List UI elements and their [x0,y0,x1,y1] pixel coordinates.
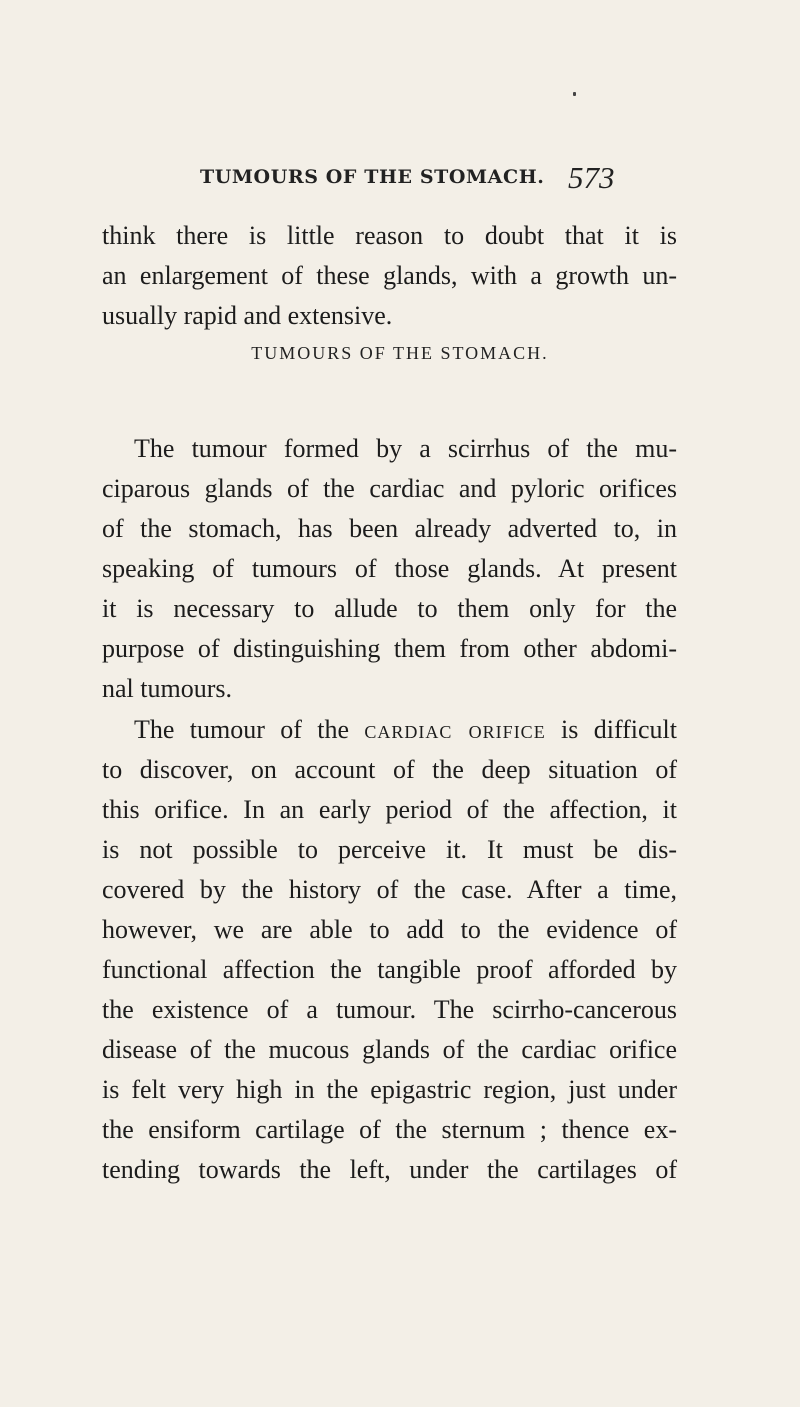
text-line: ciparous glands of the cardiac and pyloric orifices [102,474,677,503]
text-line: covered by the history of the case. After a time, [102,875,677,904]
section-heading: TUMOURS OF THE STOMACH. [251,343,549,363]
text-line: is not possible to perceive it. It must be dis- [102,835,677,864]
running-head: TUMOURS OF THE STOMACH. [200,166,545,188]
text-line: of the stomach, has been already adverted to, in [102,514,677,543]
text-line: to discover, on account of the deep situation of [102,755,677,784]
text-line [134,715,677,745]
text-line: the ensiform cartilage of the sternum ; thence ex- [102,1115,677,1144]
text-run: The tumour of the [134,715,365,744]
text-line: usually rapid and extensive. [102,301,393,330]
text-line: it is necessary to allude to them only for the [102,594,677,623]
page-number: 573 [568,160,615,195]
text-line: disease of the mucous glands of the cardiac orifice [102,1035,677,1064]
text-line: nal tumours. [102,674,232,703]
text-run: is difficult [545,715,677,744]
smallcaps-term: cardiac orifice [364,715,546,744]
text-line: The tumour formed by a scirrhus of the mu- [134,434,677,463]
text-line: tending towards the left, under the cartilages of [102,1155,677,1184]
text-line: speaking of tumours of those glands. At present [102,554,677,583]
text-line: is felt very high in the epigastric region, just under [102,1075,677,1104]
text-line: functional affection the tangible proof afforded by [102,955,677,984]
text-line: think there is little reason to doubt that it is [102,221,677,250]
text-line: the existence of a tumour. The scirrho-cancerous [102,995,677,1024]
ink-speck [573,92,576,96]
text-line: purpose of distinguishing them from other abdomi- [102,634,677,663]
text-line: however, we are able to add to the evidence of [102,915,677,944]
text-line: an enlargement of these glands, with a growth un- [102,261,677,290]
text-line: this orifice. In an early period of the affection, it [102,795,677,824]
